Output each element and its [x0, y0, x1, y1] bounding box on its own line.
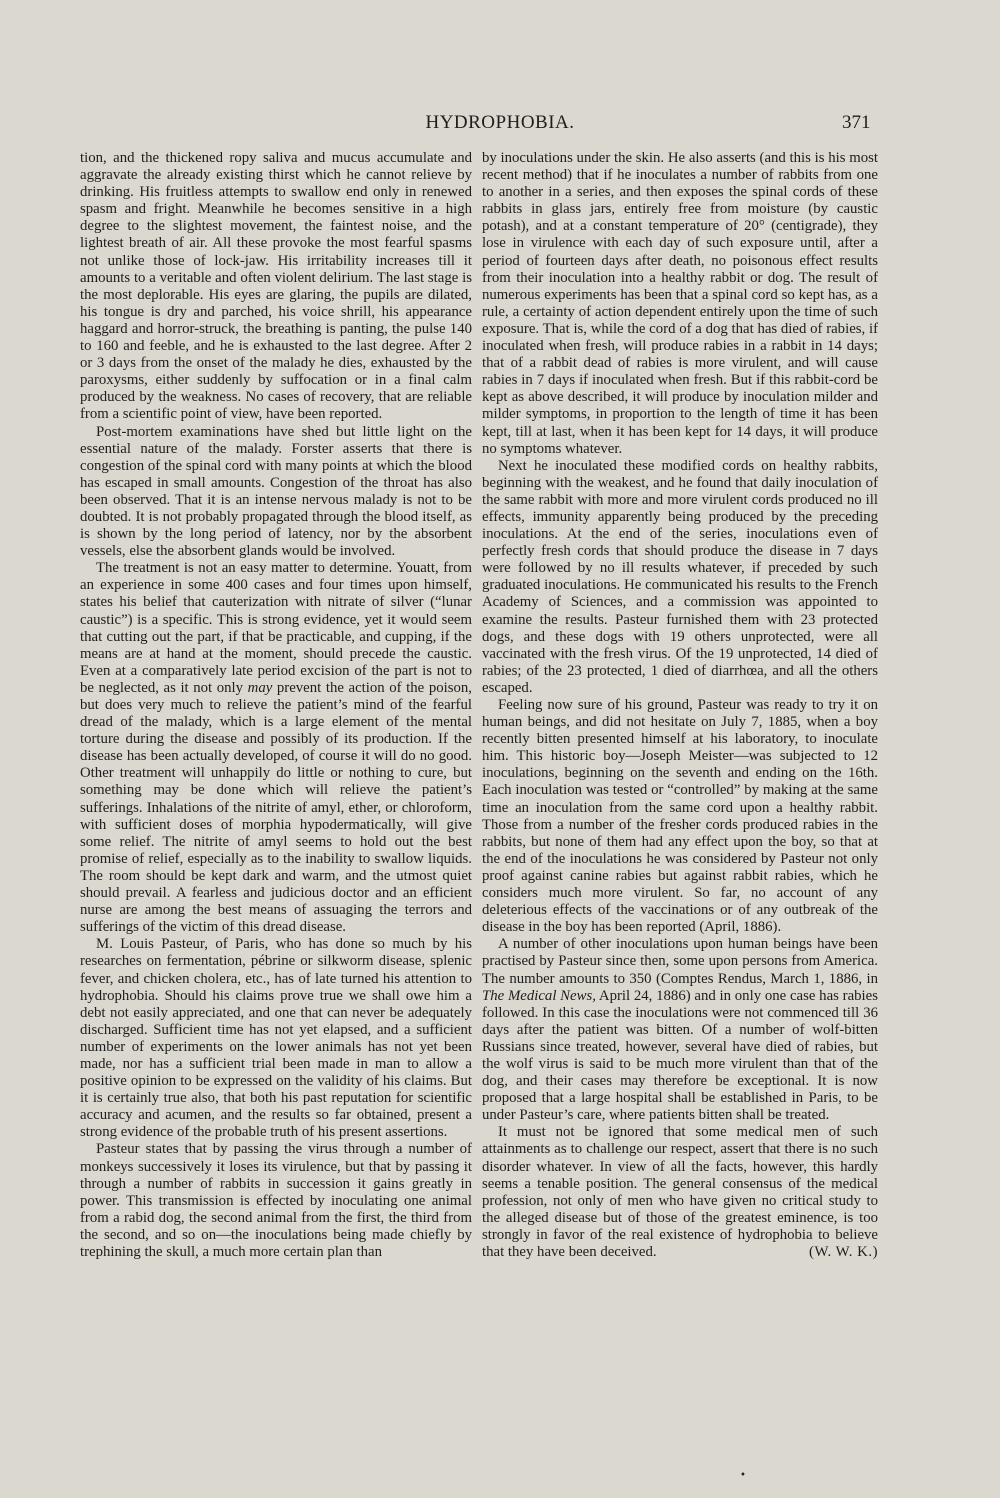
- paragraph: Next he inoculated these modified cords on healthy rabbits, beginning with the weakest, and he found that daily inoculation of the same rabbit with more and more virulent cords produced no ill effects, immunity apparently being produced by the preceding inoculations. At the end of the series, inoculations even of perfectly fresh cords that should produce the disease in 7 days were followed by no ill results whatever, if preceded by such graduated inoculations. He communicated his results to the French Academy of Sciences, and a commission was appointed to examine the results. Pasteur furnished them with 23 protected dogs, and these dogs with 19 others unprotected, were all vaccinated with the fresh virus. Of the 19 unprotected, 14 died of rabies; of the 23 protected, 1 died of diarrhœa, and all the others escaped.: [482, 457, 878, 696]
- running-header-title: HYDROPHOBIA.: [425, 112, 575, 133]
- paragraph: [482, 1124, 878, 1261]
- paragraph: Feeling now sure of his ground, Pasteur was ready to try it on human beings, and did not hesitate on July 7, 1885, when a boy recently bitten presented himself at his laboratory, to inoculate him. This historic boy—Joseph Meister—was subjected to 12 inoculations, beginning on the seventh and ending on the 16th. Each inoculation was tested or “controlled” by making at the same time an inoculation from the same cord upon a healthy rabbit. Those from a number of the fresher cords produced rabies in the rabbits, but none of them had any effect upon the boy, so that at the end of the inoculations he was considered by Pasteur not only proof against canine rabies but against rabbit rabies, which he considers much more virulent. So far, no account of any deleterious effects of the vaccinations or of any outbreak of the disease in the boy has been reported (April, 1886).: [482, 697, 878, 936]
- page-number: 371: [842, 112, 871, 133]
- paragraph-text: A number of other inoculations upon human beings have been practised by Pasteur since then, some upon persons from America. The number amounts to 350 (Comptes Rendus, March 1, 1886, in: [482, 936, 878, 987]
- author-signature: (W. W. K.): [809, 1244, 878, 1260]
- paragraph-text: It must not be ignored that some medical men of such attainments as to challenge our respect, assert that there is no such disorder whatever. In view of all the facts, however, this hardly seems a tenable position. The general consensus of the medical profession, not only of men who have given no critical study to the alleged disease but of those of the greatest eminence, is too strongly in favor of the real existence of hydrophobia to believe that they have been deceived.: [482, 1124, 878, 1260]
- right-column: [482, 150, 878, 1261]
- paragraph: Pasteur states that by passing the virus through a number of monkeys successively it loses its virulence, but that by passing it through a number of rabbits in succession it gains greatly in power. This transmission is effected by inoculating one animal from a rabid dog, the second animal from the first, the third from the second, and so on—the inoculations being made chiefly by trephining the skull, a much more certain plan than: [80, 1141, 472, 1260]
- paragraph: M. Louis Pasteur, of Paris, who has done so much by his researches on fermentation, pébrine or silkworm disease, splenic fever, and chicken cholera, etc., has of late turned his attention to hydrophobia. Should his claims prove true we shall owe him a debt not easily appreciated, and one that can never be adequately discharged. Sufficient time has not yet elapsed, and a sufficient number of experiments on the lower animals has not yet been made, nor has a sufficient trial been made in man to allow a positive opinion to be expressed on the validity of his claims. But it is certainly true also, that both his past reputation for scientific accuracy and acumen, and the results so far obtained, present a strong evidence of the probable truth of his present assertions.: [80, 936, 472, 1141]
- paragraph: [80, 560, 472, 936]
- paragraph: Post-mortem examinations have shed but little light on the essential nature of the malady. Forster asserts that there is congestion of the spinal cord with many points at which the blood has escaped in small amounts. Congestion of the throat has also been observed. That it is an intense nervous malady is not to be doubted. It is not probably propagated through the blood itself, as is shown by the long period of latency, nor by the absorbent vessels, else the absorbent glands would be involved.: [80, 423, 472, 560]
- paragraph-text: prevent the action of the poison, but does very much to relieve the patient’s mind of the fearful dread of the malady, which is a large element of the mental torture during the disease and possibly of its production. If the disease has been actually developed, of course it will do no good. Other treatment will unhappily do little or nothing to cure, but something may be done which will relieve the patient’s sufferings. Inhalations of the nitrite of amyl, ether, or chloroform, with sufficient doses of morphia hypodermatically, will give some relief. The nitrite of amyl seems to hold out the best promise of relief, especially as to the inability to swallow liquids. The room should be kept dark and warm, and the utmost quiet should prevail. A fearless and judicious doctor and an efficient nurse are among the best means of assuaging the terrors and sufferings of the victim of this dread disease.: [80, 679, 472, 936]
- paragraph: by inoculations under the skin. He also asserts (and this is his most recent method) that if he inoculates a number of rabbits from one to another in a series, and then exposes the spinal cords of these rabbits in glass jars, entirely free from moisture (by caustic potash), and at a constant temperature of 20° (centigrade), they lose in virulence with each day of such exposure until, after a period of fourteen days after death, no poisonous effect results from their inoculation into a healthy rabbit or dog. The result of numerous experiments has been that a spinal cord so kept has, as a rule, a certainty of action dependent entirely upon the time of such exposure. That is, while the cord of a dog that has died of rabies, if inoculated when fresh, will produce rabies in a rabbit in 14 days; that of a rabbit dead of rabies is more virulent, and will cause rabies in 7 days if inoculated when fresh. But if this rabbit-cord be kept as above described, it will produce by inoculation milder and milder symptoms, in proportion to the length of time it has been kept, till at last, when it has been kept for 14 days, it will produce no symptoms whatever.: [482, 150, 878, 457]
- paragraph-text: The treatment is not an easy matter to determine. Youatt, from an experience in some 400 cases and four times upon himself, states his belief that cauterization with nitrate of silver (“lunar caustic”) is a specific. This is strong evidence, yet it would seem that cutting out the part, if that be practicable, and cupping, if the means are at hand at the moment, should precede the caustic. Even at a comparatively late period excision of the part is not to be neglected, as it not only: [80, 560, 472, 696]
- emphasis-text: may: [247, 679, 273, 696]
- emphasis-text: The Medical News,: [482, 987, 596, 1004]
- paragraph: tion, and the thickened ropy saliva and mucus accumulate and aggravate the already existing thirst which he cannot relieve by drinking. His fruitless attempts to swallow end only in renewed spasm and fright. Meanwhile he becomes sensitive in a high degree to the slightest movement, the faintest noise, and the lightest breath of air. All these provoke the most fearful spasms not unlike those of lock-jaw. His irritability increases till it amounts to a veritable and often violent delirium. The last stage is the most deplorable. His eyes are glaring, the pupils are dilated, his tongue is dry and parched, his voice shrill, his appearance haggard and horror-struck, the breathing is panting, the pulse 140 to 160 and feeble, and he is exhausted to the last degree. After 2 or 3 days from the onset of the malady he dies, exhausted by the paroxysms, either suddenly by suffocation or in a final calm produced by the weakness. No cases of recovery, that are reliable from a scientific point of view, have been reported.: [80, 150, 472, 423]
- left-column: [80, 150, 472, 1261]
- paragraph: [482, 936, 878, 1124]
- paragraph-text: April 24, 1886) and in only one case has rabies followed. In this case the inoculations were not commenced till 36 days after the patient was bitten. Of a number of wolf-bitten Russians since treated, however, several have died of rabies, but the wolf virus is said to be much more virulent than that of the dog, and their cases may therefore be exceptional. It is now proposed that a large hospital shall be established in Paris, to be under Pasteur’s care, where patients bitten shall be treated.: [482, 987, 878, 1124]
- print-mark: •: [740, 1470, 746, 1481]
